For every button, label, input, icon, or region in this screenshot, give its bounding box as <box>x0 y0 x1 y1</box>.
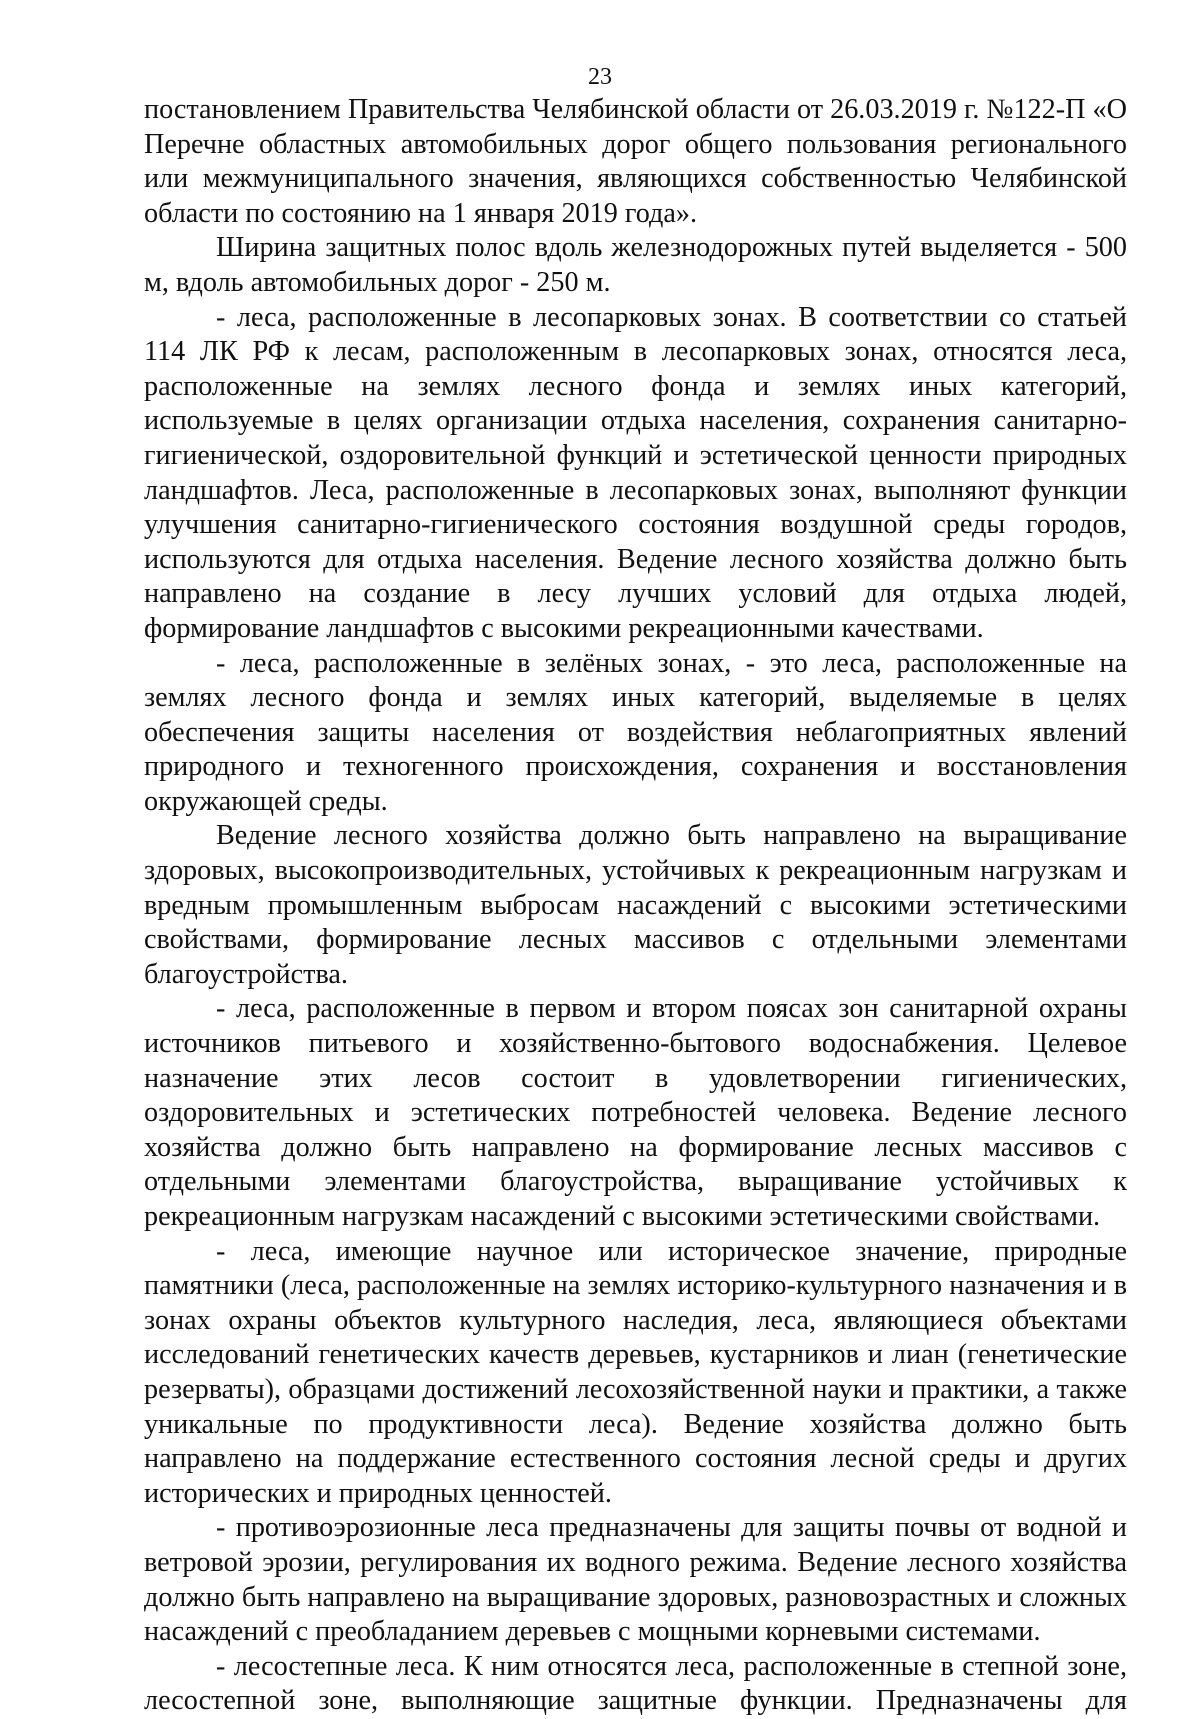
paragraph-forest-park-zones: - леса, расположенные в лесопарковых зонах. В соответствии со статьей 114 ЛК РФ к лесам, расположенным в лесопарковых зонах, относятся леса, расположенные на землях лесного фонда и землях иных категорий, используемые в целях организации отдыха населения, сохранения санитарно-гигиенической, оздоровительной функций и эстетической ценности природных ландшафтов. Леса, расположенные в лесопарковых зонах, выполняют функции улучшения санитарно-гигиенического состояния воздушной среды городов, используются для отдыха населения. Ведение лесного хозяйства должно быть направлено на создание в лесу лучших условий для отдыха людей, формирование ландшафтов с высокими рекреационными качествами. <box>144 301 1127 644</box>
paragraph-anti-erosion-forests: - противоэрозионные леса предназначены для защиты почвы от водной и ветровой эрозии, регулирования их водного режима. Ведение лесного хозяйства должно быть направлено на выращивание здоровых, разновозрастных и сложных насаждений с преобладанием деревьев с мощными корневыми системами. <box>144 1512 1127 1648</box>
paragraph-scientific-historical-forests: - леса, имеющие научное или историческое значение, природные памятники (леса, расположенные на землях историко-культурного назначения и в зонах охраны объектов культурного наследия, леса, являющиеся объектами исследований генетических качеств деревьев, кустарников и лиан (генетические резерваты), образцами достижений лесохозяйственной науки и практики, а также уникальные по продуктивности леса). Ведение хозяйства должно быть направлено на поддержание естественного состояния лесной среды и других исторических и природных ценностей. <box>144 1235 1127 1509</box>
paragraph-green-zone-management: Ведение лесного хозяйства должно быть направлено на выращивание здоровых, высокопроизводительных, устойчивых к рекреационным нагрузкам и вредным промышленным выбросам насаждений с высокими эстетическими свойствами, формирование лесных массивов с отдельными элементами благоустройства. <box>144 820 1127 990</box>
page-number: 23 <box>588 64 612 90</box>
paragraph-green-zones: - леса, расположенные в зелёных зонах, - это леса, расположенные на землях лесного фонда и землях иных категорий, выделяемые в целях обеспечения защиты населения от воздействия неблагоприятных явлений природного и техногенного происхождения, сохранения и восстановления окружающей среды. <box>144 647 1127 817</box>
paragraph-forest-steppe-forests: - лесостепные леса. К ним относятся леса, расположенные в степной зоне, лесостепной зоне, выполняющие защитные функции. Предназначены для <box>144 1650 1127 1717</box>
document-body <box>144 93 1127 1719</box>
paragraph-protective-strip-width: Ширина защитных полос вдоль железнодорожных путей выделяется - 500 м, вдоль автомобильных дорог - 250 м. <box>144 232 1127 298</box>
paragraph-water-protection-zones: - леса, расположенные в первом и втором поясах зон санитарной охраны источников питьевого и хозяйственно-бытового водоснабжения. Целевое назначение этих лесов состоит в удовлетворении гигиенических, оздоровительных и эстетических потребностей человека. Ведение лесного хозяйства должно быть направлено на формирование лесных массивов с отдельными элементами благоустройства, выращивание устойчивых к рекреационным нагрузкам насаждений с высокими эстетическими свойствами. <box>144 993 1127 1232</box>
paragraph-regulation-reference: постановлением Правительства Челябинской области от 26.03.2019 г. №122-П «О Перечне областных автомобильных дорог общего пользования регионального или межмуниципального значения, являющихся собственностью Челябинской области по состоянию на 1 января 2019 года». <box>144 94 1127 229</box>
